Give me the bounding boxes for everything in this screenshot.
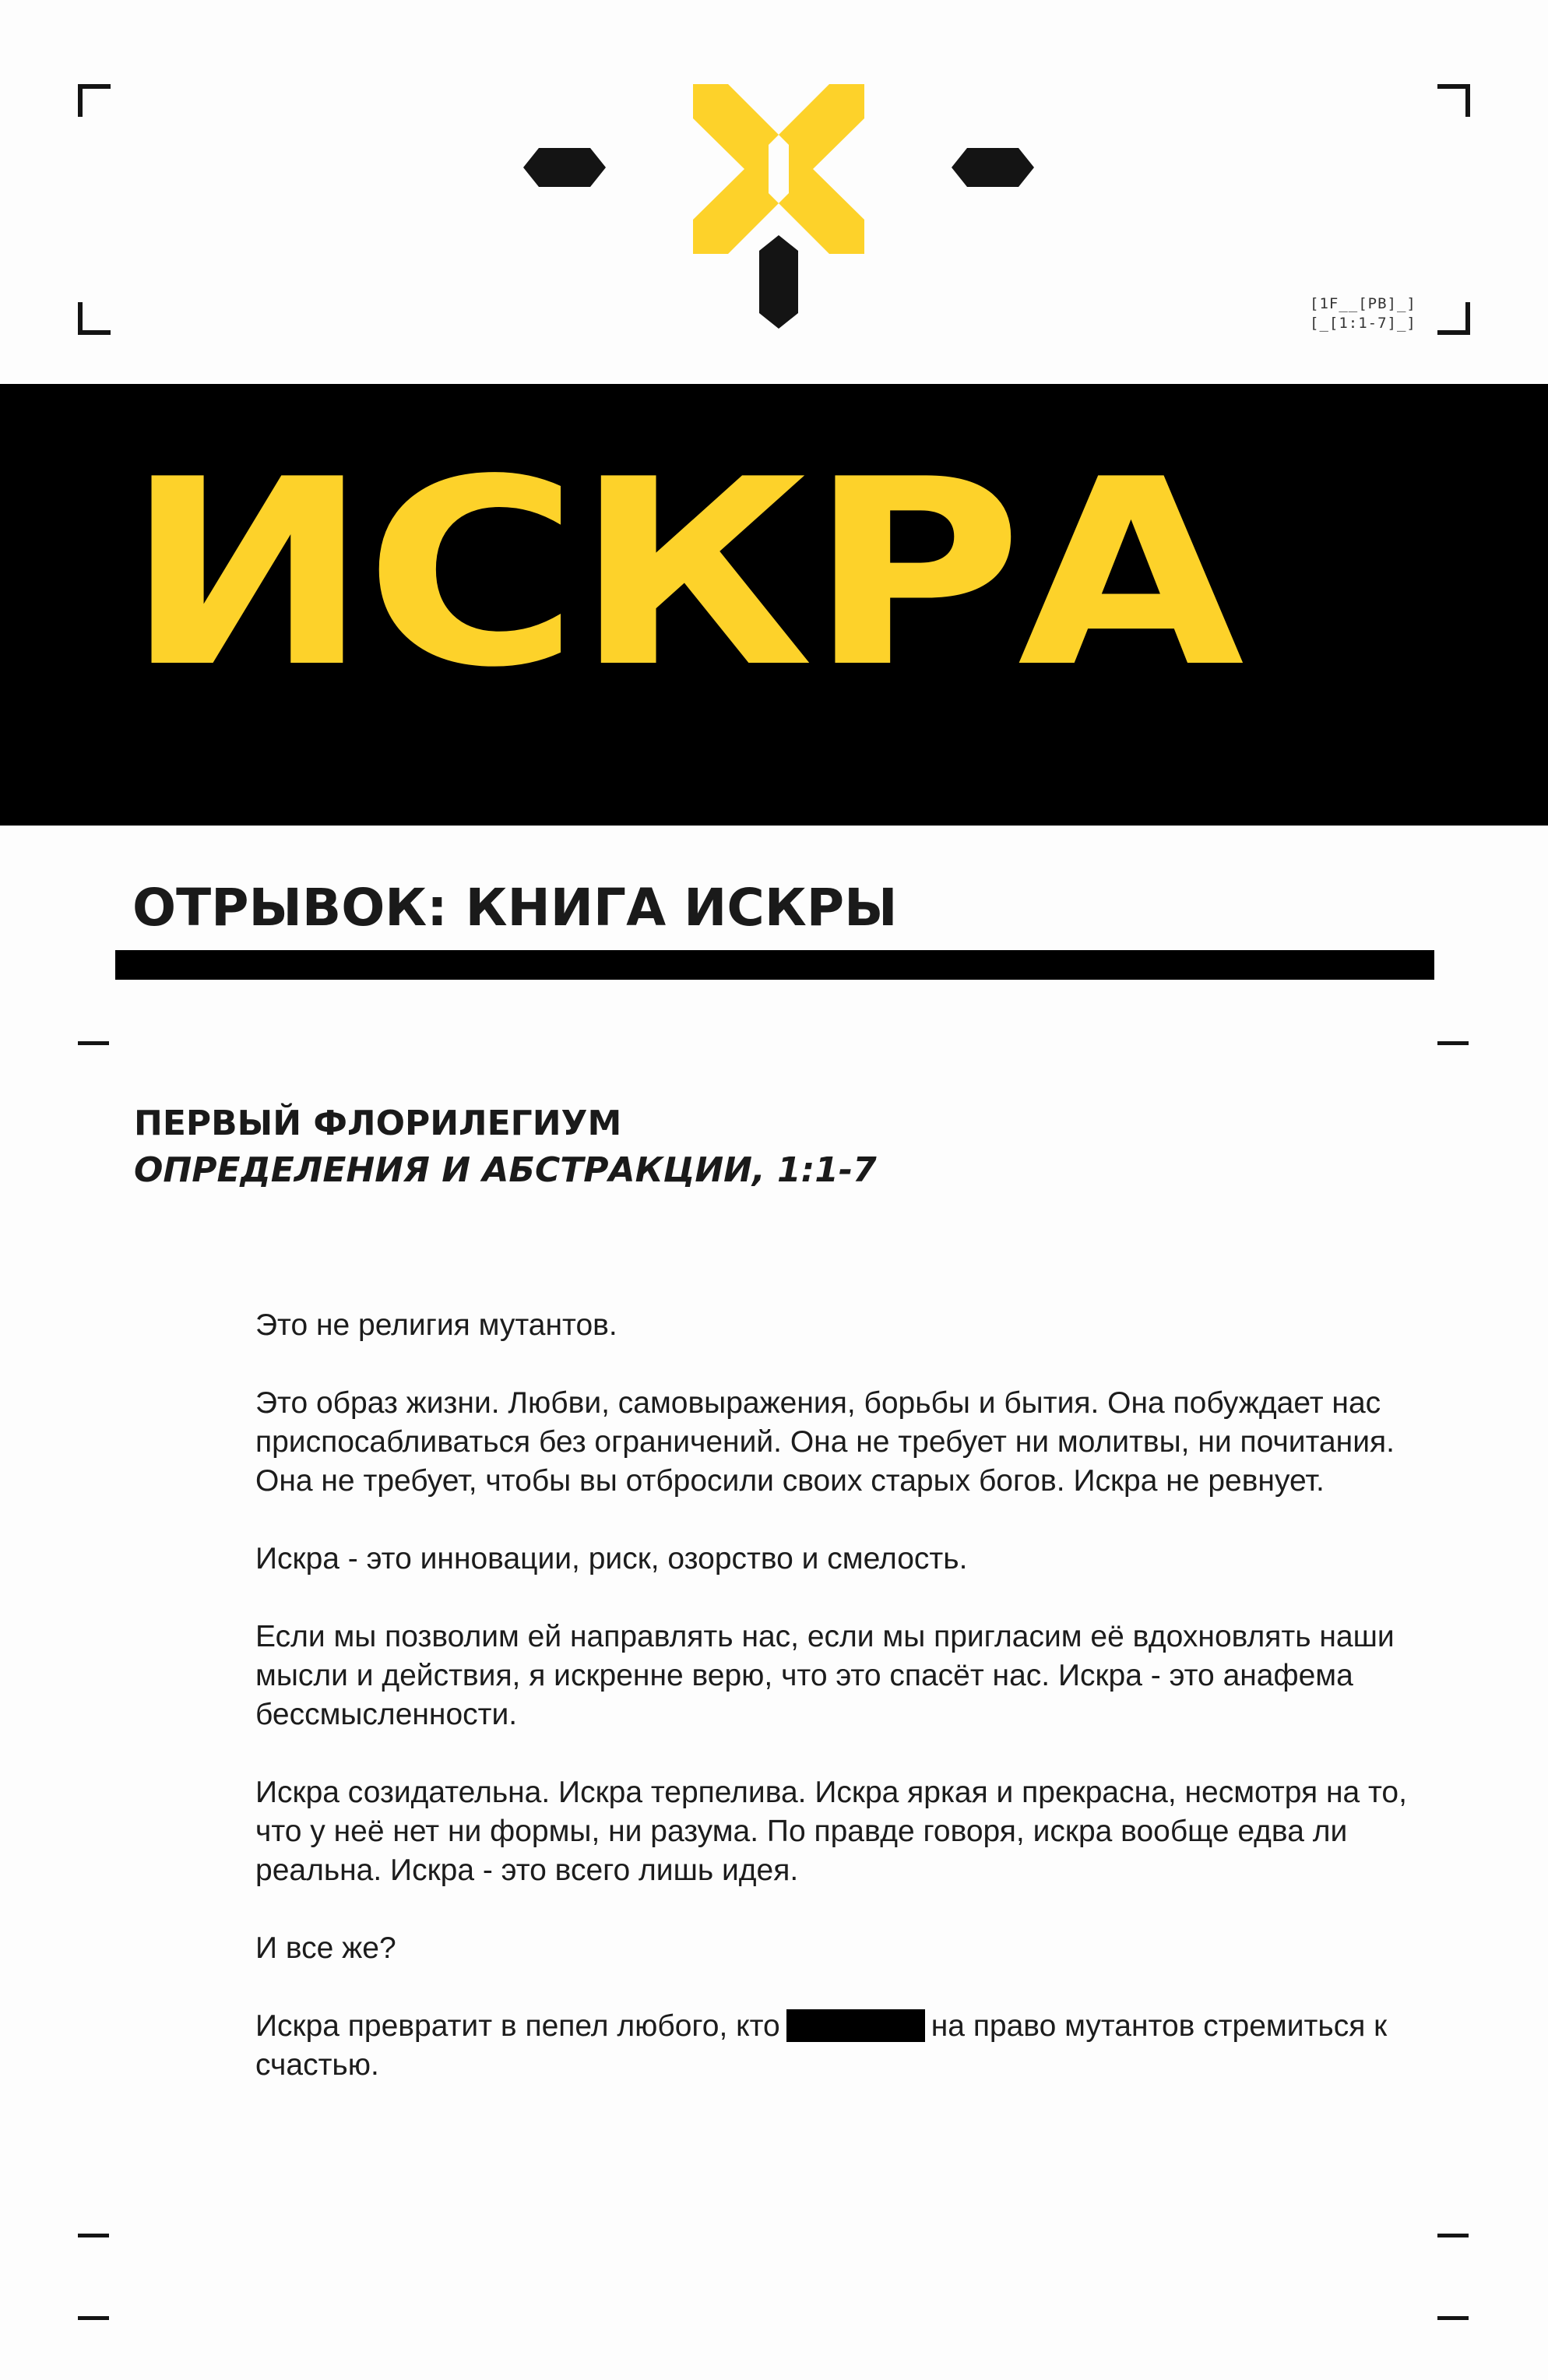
margin-tick-right bbox=[1437, 2316, 1469, 2320]
spark-x-emblem-icon bbox=[506, 70, 1051, 343]
margin-tick-right bbox=[1437, 2234, 1469, 2237]
paragraph-3: Искра - это инновации, риск, озорство и смелость. bbox=[255, 1542, 968, 1576]
section-title: ПЕРВЫЙ ФЛОРИЛЕГИУМ bbox=[134, 1104, 622, 1143]
frame-corner-bottom-left bbox=[78, 302, 111, 335]
paragraph-7-end: на право мутантов стремиться к счастью. bbox=[255, 2009, 1388, 2082]
banner-title: ИСКРА bbox=[125, 424, 1240, 724]
paragraph-5: Искра созидательна. Искра терпелива. Искра яркая и прекрасна, несмотря на то, что у неё нет ни формы, ни разума. По правде говоря, искра вообще едва ли реальна. Искра - это всего лишь идея. bbox=[255, 1776, 1407, 1887]
body-text bbox=[255, 1306, 1439, 2124]
margin-tick-left bbox=[78, 1041, 109, 1045]
margin-tick-left bbox=[78, 2316, 109, 2320]
frame-corner-bottom-right bbox=[1437, 302, 1470, 335]
emblem-x-icon bbox=[693, 84, 864, 254]
code-line-2: [_[1:1-7]_] bbox=[1310, 315, 1416, 332]
emblem-left-pill-icon bbox=[523, 148, 606, 187]
paragraph-6: И все же? bbox=[255, 1931, 396, 1965]
excerpt-heading: ОТРЫВОК: КНИГА ИСКРЫ bbox=[132, 878, 898, 938]
frame-corner-top-right bbox=[1437, 84, 1470, 117]
redaction-bar bbox=[786, 2009, 925, 2042]
paragraph-7-start: Искра превратит в пепел любого, кто bbox=[255, 2009, 780, 2043]
frame-corner-top-left bbox=[78, 84, 111, 117]
section-subtitle: ОПРЕДЕЛЕНИЯ И АБСТРАКЦИИ, 1:1-7 bbox=[134, 1150, 877, 1190]
emblem-bottom-pill-icon bbox=[759, 235, 798, 329]
emblem-right-pill-icon bbox=[952, 148, 1034, 187]
paragraph-4: Если мы позволим ей направлять нас, если мы пригласим её вдохновлять наши мысли и действия, я искренне верю, что это спасёт нас. Искра - это анафема бессмысленности. bbox=[255, 1620, 1395, 1731]
document-code-tag bbox=[1310, 294, 1416, 333]
margin-tick-left bbox=[78, 2234, 109, 2237]
code-line-1: [1F__[PB]_] bbox=[1310, 295, 1416, 312]
margin-tick-right bbox=[1437, 1041, 1469, 1045]
heading-rule bbox=[115, 950, 1434, 980]
paragraph-2: Это образ жизни. Любви, самовыражения, борьбы и бытия. Она побуждает нас приспосабливаться без ограничений. Она не требует ни молитвы, ни почитания. Она не требует, чтобы вы отбросили своих старых богов. Искра не ревнует. bbox=[255, 1386, 1395, 1498]
paragraph-7 bbox=[255, 2007, 1439, 2085]
paragraph-1: Это не религия мутантов. bbox=[255, 1308, 617, 1342]
